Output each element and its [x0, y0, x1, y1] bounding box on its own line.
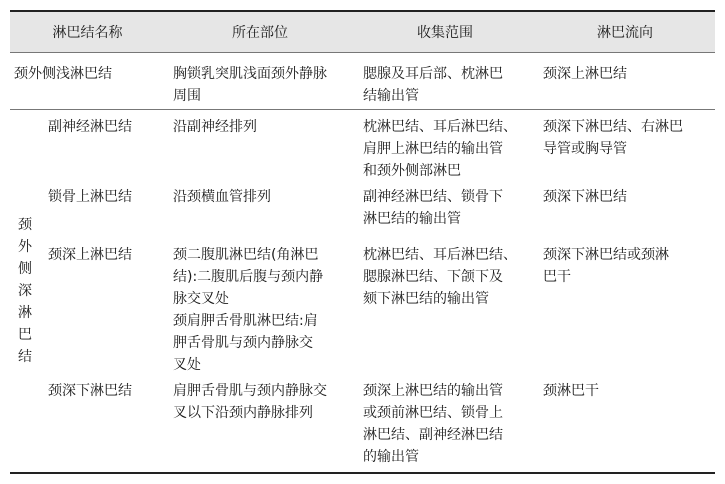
flow-cell: 颈深上淋巴结 [543, 66, 627, 82]
table-row [10, 110, 715, 186]
group-label-text: 颈 外 侧 深 淋 巴 结 [18, 217, 32, 365]
location-cell: 肩胛舌骨肌与颈内静脉交 叉以下沿颈内静脉排列 [173, 383, 327, 421]
table-row [10, 244, 715, 380]
drainage-cell: 颈深上淋巴结的输出管 或颈前淋巴结、锁骨上 淋巴结、副神经淋巴结 的输出管 [363, 383, 503, 465]
lymph-node-table [10, 10, 715, 474]
table-row [10, 380, 715, 472]
header-drainage: 收集范围 [417, 25, 473, 41]
deep-lateral-group [10, 109, 715, 472]
node-name-cell: 颈外侧浅淋巴结 [14, 66, 112, 82]
location-cell: 沿副神经排列 [173, 119, 257, 135]
flow-cell: 颈淋巴干 [543, 383, 599, 399]
table-row [10, 63, 715, 109]
flow-cell: 颈深下淋巴结或颈淋 巴干 [543, 247, 669, 285]
location-cell: 颈二腹肌淋巴结(角淋巴 结):二腹肌后腹与颈内静 脉交叉处 颈肩胛舌骨肌淋巴结:肩 胛舌骨肌与颈内静脉交 叉处 [173, 247, 324, 373]
flow-cell: 颈深下淋巴结 [543, 189, 627, 205]
header-node-name: 淋巴结名称 [52, 25, 123, 41]
drainage-cell: 枕淋巴结、耳后淋巴结、 腮腺淋巴结、下颌下及 颏下淋巴结的输出管 [363, 247, 517, 307]
table-header-row [10, 12, 715, 53]
drainage-cell: 副神经淋巴结、锁骨下 淋巴结的输出管 [363, 189, 503, 227]
flow-cell: 颈深下淋巴结、右淋巴 导管或胸导管 [543, 119, 683, 157]
table-bottom-rule [10, 472, 715, 474]
location-cell: 胸锁乳突肌浅面颈外静脉 周围 [173, 66, 327, 104]
table-row [10, 186, 715, 244]
group-label [10, 110, 40, 472]
header-flow: 淋巴流向 [597, 25, 653, 41]
drainage-cell: 枕淋巴结、耳后淋巴结、 肩胛上淋巴结的输出管 和颈外侧部淋巴 [363, 119, 517, 179]
location-cell: 沿颈横血管排列 [173, 189, 271, 205]
drainage-cell: 腮腺及耳后部、枕淋巴 结输出管 [363, 66, 503, 104]
node-name-cell: 副神经淋巴结 [48, 119, 132, 135]
node-name-cell: 锁骨上淋巴结 [48, 189, 132, 205]
node-name-cell: 颈深下淋巴结 [48, 383, 132, 399]
node-name-cell: 颈深上淋巴结 [48, 247, 132, 263]
header-location: 所在部位 [232, 25, 288, 41]
